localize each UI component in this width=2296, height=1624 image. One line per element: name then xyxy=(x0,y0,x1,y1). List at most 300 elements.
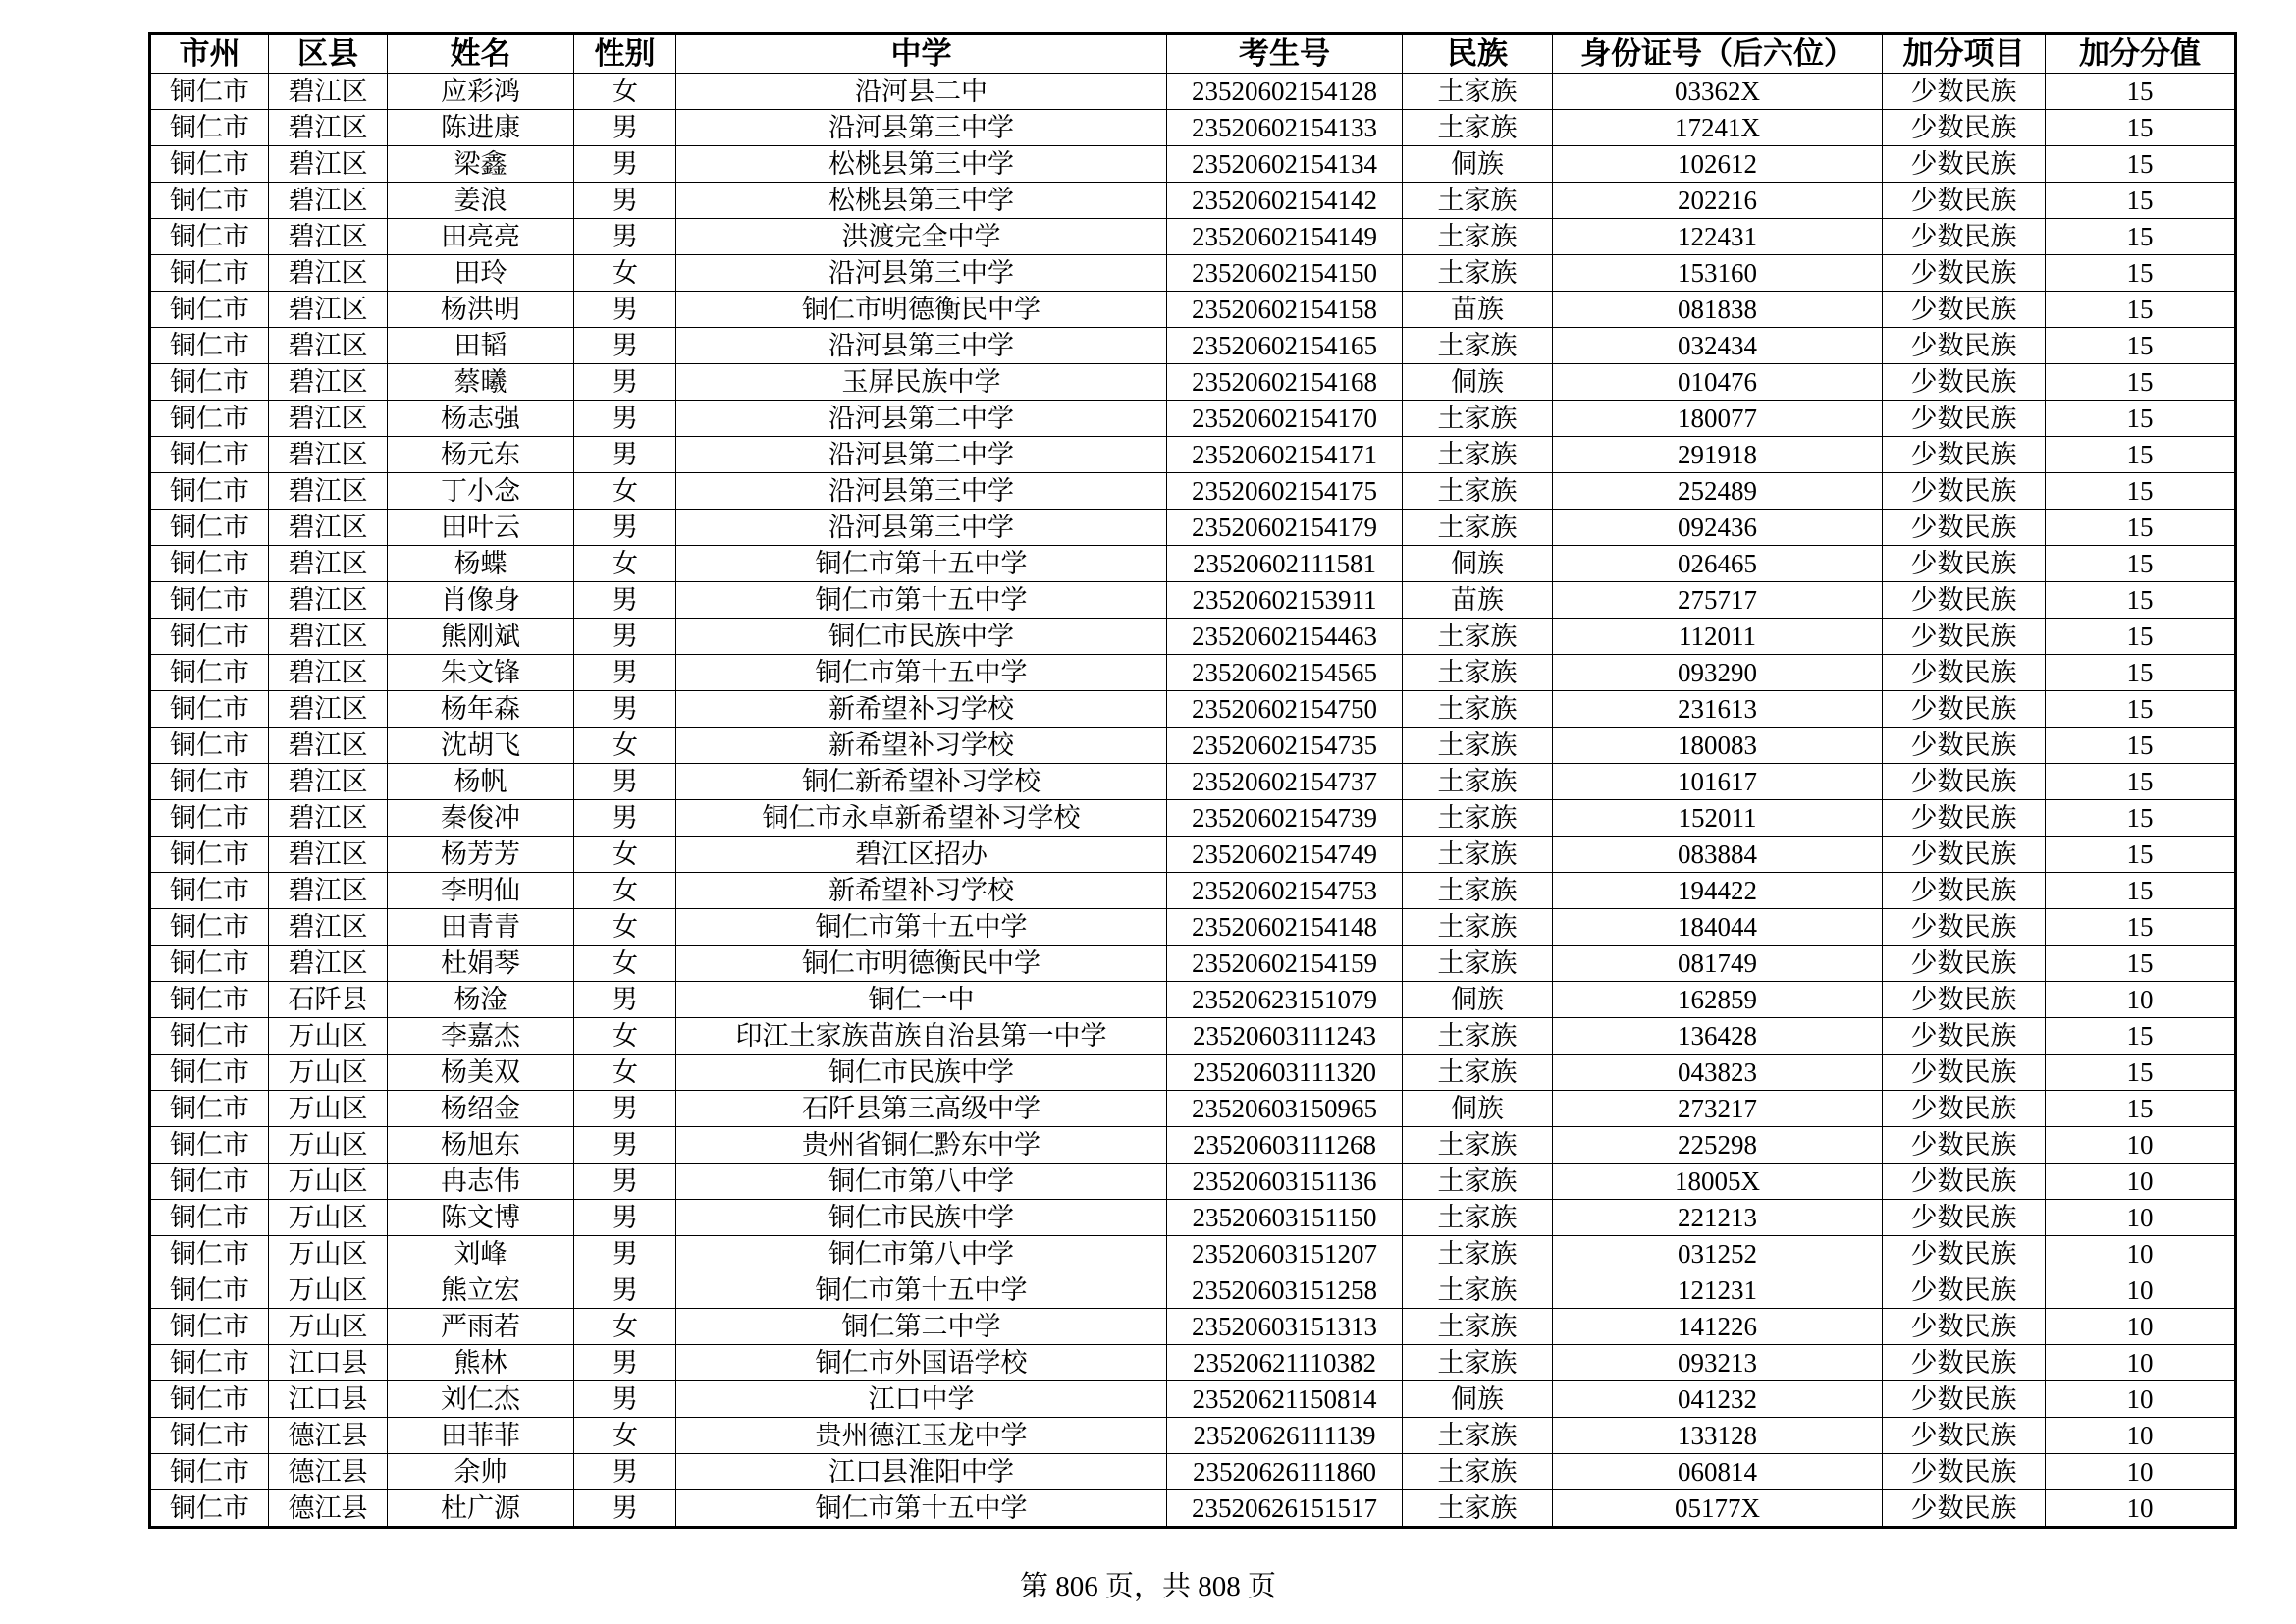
cell-bonus-score: 15 xyxy=(2046,691,2236,728)
cell-bonus-score: 15 xyxy=(2046,619,2236,655)
cell-gender: 男 xyxy=(574,619,676,655)
cell-name: 杨年森 xyxy=(388,691,574,728)
cell-exam-number: 23520621110382 xyxy=(1167,1345,1403,1381)
cell-ethnicity: 土家族 xyxy=(1403,1018,1553,1055)
cell-bonus-item: 少数民族 xyxy=(1883,1418,2046,1454)
cell-ethnicity: 土家族 xyxy=(1403,1490,1553,1528)
table-row xyxy=(150,110,2236,146)
cell-school: 沿河县第二中学 xyxy=(676,437,1167,473)
cell-city: 铜仁市 xyxy=(150,1272,269,1309)
cell-id-suffix: 162859 xyxy=(1553,982,1883,1018)
cell-bonus-item: 少数民族 xyxy=(1883,546,2046,582)
cell-exam-number: 23520626111139 xyxy=(1167,1418,1403,1454)
cell-bonus-item: 少数民族 xyxy=(1883,1345,2046,1381)
table-row xyxy=(150,146,2236,183)
cell-bonus-score: 15 xyxy=(2046,800,2236,837)
cell-bonus-score: 10 xyxy=(2046,1200,2236,1236)
cell-district: 碧江区 xyxy=(269,74,388,110)
cell-bonus-score: 15 xyxy=(2046,510,2236,546)
cell-school: 沿河县第三中学 xyxy=(676,328,1167,364)
cell-exam-number: 23520602111581 xyxy=(1167,546,1403,582)
cell-bonus-item: 少数民族 xyxy=(1883,1381,2046,1418)
column-header-school: 中学 xyxy=(676,34,1167,74)
cell-gender: 男 xyxy=(574,982,676,1018)
cell-gender: 男 xyxy=(574,292,676,328)
cell-gender: 女 xyxy=(574,1309,676,1345)
cell-gender: 男 xyxy=(574,582,676,619)
table-row xyxy=(150,909,2236,946)
cell-district: 万山区 xyxy=(269,1309,388,1345)
cell-district: 碧江区 xyxy=(269,800,388,837)
cell-id-suffix: 03362X xyxy=(1553,74,1883,110)
cell-exam-number: 23520603111268 xyxy=(1167,1127,1403,1164)
cell-district: 碧江区 xyxy=(269,728,388,764)
cell-school: 铜仁市第八中学 xyxy=(676,1236,1167,1272)
cell-district: 碧江区 xyxy=(269,146,388,183)
cell-name: 蔡曦 xyxy=(388,364,574,401)
cell-gender: 男 xyxy=(574,219,676,255)
cell-district: 碧江区 xyxy=(269,183,388,219)
cell-name: 严雨若 xyxy=(388,1309,574,1345)
table-row xyxy=(150,219,2236,255)
table-row xyxy=(150,691,2236,728)
cell-ethnicity: 土家族 xyxy=(1403,909,1553,946)
cell-district: 万山区 xyxy=(269,1164,388,1200)
cell-bonus-item: 少数民族 xyxy=(1883,837,2046,873)
cell-exam-number: 23520602154739 xyxy=(1167,800,1403,837)
cell-id-suffix: 102612 xyxy=(1553,146,1883,183)
cell-bonus-score: 15 xyxy=(2046,546,2236,582)
cell-district: 碧江区 xyxy=(269,364,388,401)
table-row xyxy=(150,764,2236,800)
cell-id-suffix: 121231 xyxy=(1553,1272,1883,1309)
cell-bonus-item: 少数民族 xyxy=(1883,1055,2046,1091)
cell-exam-number: 23520626151517 xyxy=(1167,1490,1403,1528)
cell-gender: 男 xyxy=(574,364,676,401)
cell-ethnicity: 土家族 xyxy=(1403,1055,1553,1091)
cell-bonus-item: 少数民族 xyxy=(1883,1091,2046,1127)
table-row xyxy=(150,328,2236,364)
cell-school: 新希望补习学校 xyxy=(676,873,1167,909)
cell-school: 沿河县二中 xyxy=(676,74,1167,110)
cell-school: 玉屏民族中学 xyxy=(676,364,1167,401)
cell-bonus-score: 15 xyxy=(2046,364,2236,401)
cell-district: 碧江区 xyxy=(269,510,388,546)
cell-ethnicity: 土家族 xyxy=(1403,74,1553,110)
cell-school: 铜仁市民族中学 xyxy=(676,1055,1167,1091)
cell-school: 贵州德江玉龙中学 xyxy=(676,1418,1167,1454)
cell-name: 熊刚斌 xyxy=(388,619,574,655)
cell-exam-number: 23520621150814 xyxy=(1167,1381,1403,1418)
cell-id-suffix: 081749 xyxy=(1553,946,1883,982)
cell-district: 碧江区 xyxy=(269,110,388,146)
cell-id-suffix: 112011 xyxy=(1553,619,1883,655)
table-row xyxy=(150,74,2236,110)
cell-city: 铜仁市 xyxy=(150,946,269,982)
cell-ethnicity: 土家族 xyxy=(1403,837,1553,873)
cell-bonus-score: 15 xyxy=(2046,255,2236,292)
cell-ethnicity: 土家族 xyxy=(1403,510,1553,546)
cell-name: 田亮亮 xyxy=(388,219,574,255)
cell-name: 朱文锋 xyxy=(388,655,574,691)
cell-city: 铜仁市 xyxy=(150,473,269,510)
cell-ethnicity: 土家族 xyxy=(1403,1272,1553,1309)
cell-exam-number: 23520602154753 xyxy=(1167,873,1403,909)
cell-id-suffix: 17241X xyxy=(1553,110,1883,146)
cell-district: 碧江区 xyxy=(269,292,388,328)
column-header-exam-number: 考生号 xyxy=(1167,34,1403,74)
cell-city: 铜仁市 xyxy=(150,1200,269,1236)
cell-name: 杨美双 xyxy=(388,1055,574,1091)
table-row xyxy=(150,1055,2236,1091)
table-row xyxy=(150,728,2236,764)
cell-bonus-item: 少数民族 xyxy=(1883,1272,2046,1309)
table-row xyxy=(150,946,2236,982)
cell-bonus-item: 少数民族 xyxy=(1883,946,2046,982)
cell-bonus-item: 少数民族 xyxy=(1883,74,2046,110)
cell-gender: 女 xyxy=(574,473,676,510)
cell-id-suffix: 194422 xyxy=(1553,873,1883,909)
cell-id-suffix: 221213 xyxy=(1553,1200,1883,1236)
cell-name: 田菲菲 xyxy=(388,1418,574,1454)
cell-bonus-item: 少数民族 xyxy=(1883,800,2046,837)
cell-gender: 男 xyxy=(574,1345,676,1381)
cell-school: 铜仁市明德衡民中学 xyxy=(676,292,1167,328)
cell-bonus-item: 少数民族 xyxy=(1883,873,2046,909)
cell-exam-number: 23520602154128 xyxy=(1167,74,1403,110)
cell-city: 铜仁市 xyxy=(150,582,269,619)
cell-district: 碧江区 xyxy=(269,946,388,982)
cell-exam-number: 23520602154134 xyxy=(1167,146,1403,183)
cell-ethnicity: 土家族 xyxy=(1403,219,1553,255)
table-row xyxy=(150,1164,2236,1200)
cell-school: 印江土家族苗族自治县第一中学 xyxy=(676,1018,1167,1055)
cell-name: 秦俊冲 xyxy=(388,800,574,837)
cell-bonus-score: 15 xyxy=(2046,1091,2236,1127)
cell-exam-number: 23520602154142 xyxy=(1167,183,1403,219)
table-row xyxy=(150,873,2236,909)
cell-city: 铜仁市 xyxy=(150,328,269,364)
cell-exam-number: 23520603151313 xyxy=(1167,1309,1403,1345)
cell-city: 铜仁市 xyxy=(150,1418,269,1454)
cell-name: 杨志强 xyxy=(388,401,574,437)
cell-bonus-score: 15 xyxy=(2046,655,2236,691)
cell-district: 万山区 xyxy=(269,1272,388,1309)
cell-gender: 女 xyxy=(574,909,676,946)
cell-bonus-score: 10 xyxy=(2046,1381,2236,1418)
cell-ethnicity: 土家族 xyxy=(1403,183,1553,219)
cell-gender: 女 xyxy=(574,837,676,873)
cell-city: 铜仁市 xyxy=(150,764,269,800)
cell-gender: 女 xyxy=(574,74,676,110)
cell-bonus-item: 少数民族 xyxy=(1883,619,2046,655)
cell-ethnicity: 土家族 xyxy=(1403,1418,1553,1454)
cell-exam-number: 23520602154463 xyxy=(1167,619,1403,655)
cell-bonus-item: 少数民族 xyxy=(1883,364,2046,401)
cell-ethnicity: 土家族 xyxy=(1403,1164,1553,1200)
cell-bonus-score: 15 xyxy=(2046,764,2236,800)
cell-city: 铜仁市 xyxy=(150,1018,269,1055)
cell-name: 熊立宏 xyxy=(388,1272,574,1309)
table-row xyxy=(150,619,2236,655)
table-row xyxy=(150,582,2236,619)
cell-ethnicity: 侗族 xyxy=(1403,1381,1553,1418)
cell-ethnicity: 土家族 xyxy=(1403,1345,1553,1381)
cell-bonus-item: 少数民族 xyxy=(1883,982,2046,1018)
cell-name: 李嘉杰 xyxy=(388,1018,574,1055)
table-row xyxy=(150,1200,2236,1236)
table-row xyxy=(150,546,2236,582)
cell-ethnicity: 苗族 xyxy=(1403,292,1553,328)
cell-bonus-score: 15 xyxy=(2046,183,2236,219)
cell-school: 铜仁新希望补习学校 xyxy=(676,764,1167,800)
cell-district: 碧江区 xyxy=(269,219,388,255)
cell-id-suffix: 180083 xyxy=(1553,728,1883,764)
cell-gender: 男 xyxy=(574,1127,676,1164)
cell-city: 铜仁市 xyxy=(150,1055,269,1091)
cell-id-suffix: 136428 xyxy=(1553,1018,1883,1055)
cell-exam-number: 23520603111243 xyxy=(1167,1018,1403,1055)
cell-name: 肖像身 xyxy=(388,582,574,619)
cell-city: 铜仁市 xyxy=(150,364,269,401)
cell-name: 田青青 xyxy=(388,909,574,946)
cell-id-suffix: 122431 xyxy=(1553,219,1883,255)
cell-bonus-score: 10 xyxy=(2046,1418,2236,1454)
cell-district: 碧江区 xyxy=(269,255,388,292)
table-row xyxy=(150,1272,2236,1309)
cell-bonus-item: 少数民族 xyxy=(1883,764,2046,800)
cell-ethnicity: 土家族 xyxy=(1403,619,1553,655)
cell-city: 铜仁市 xyxy=(150,255,269,292)
cell-school: 沿河县第三中学 xyxy=(676,255,1167,292)
cell-bonus-score: 15 xyxy=(2046,582,2236,619)
cell-bonus-score: 10 xyxy=(2046,1345,2236,1381)
cell-ethnicity: 土家族 xyxy=(1403,401,1553,437)
cell-exam-number: 23520603111320 xyxy=(1167,1055,1403,1091)
cell-name: 沈胡飞 xyxy=(388,728,574,764)
cell-district: 碧江区 xyxy=(269,473,388,510)
cell-exam-number: 23520603151136 xyxy=(1167,1164,1403,1200)
cell-name: 姜浪 xyxy=(388,183,574,219)
cell-exam-number: 23520602154749 xyxy=(1167,837,1403,873)
cell-city: 铜仁市 xyxy=(150,546,269,582)
cell-gender: 男 xyxy=(574,1490,676,1528)
table-row xyxy=(150,1418,2236,1454)
cell-city: 铜仁市 xyxy=(150,728,269,764)
cell-exam-number: 23520602154133 xyxy=(1167,110,1403,146)
cell-gender: 男 xyxy=(574,655,676,691)
cell-gender: 男 xyxy=(574,1381,676,1418)
cell-bonus-item: 少数民族 xyxy=(1883,1164,2046,1200)
cell-bonus-score: 15 xyxy=(2046,728,2236,764)
cell-school: 石阡县第三高级中学 xyxy=(676,1091,1167,1127)
cell-ethnicity: 土家族 xyxy=(1403,1454,1553,1490)
cell-name: 刘峰 xyxy=(388,1236,574,1272)
cell-bonus-item: 少数民族 xyxy=(1883,1309,2046,1345)
cell-bonus-score: 15 xyxy=(2046,946,2236,982)
cell-district: 碧江区 xyxy=(269,655,388,691)
page-footer: 第 806 页，共 808 页 xyxy=(1019,1571,1276,1602)
cell-city: 铜仁市 xyxy=(150,1490,269,1528)
cell-id-suffix: 231613 xyxy=(1553,691,1883,728)
cell-city: 铜仁市 xyxy=(150,982,269,1018)
cell-name: 陈文博 xyxy=(388,1200,574,1236)
cell-ethnicity: 侗族 xyxy=(1403,546,1553,582)
cell-district: 碧江区 xyxy=(269,764,388,800)
cell-bonus-item: 少数民族 xyxy=(1883,328,2046,364)
cell-school: 铜仁市外国语学校 xyxy=(676,1345,1167,1381)
cell-district: 德江县 xyxy=(269,1418,388,1454)
cell-city: 铜仁市 xyxy=(150,1091,269,1127)
cell-gender: 男 xyxy=(574,146,676,183)
cell-id-suffix: 18005X xyxy=(1553,1164,1883,1200)
cell-ethnicity: 侗族 xyxy=(1403,1091,1553,1127)
cell-gender: 女 xyxy=(574,1018,676,1055)
cell-ethnicity: 土家族 xyxy=(1403,328,1553,364)
cell-city: 铜仁市 xyxy=(150,873,269,909)
cell-ethnicity: 土家族 xyxy=(1403,691,1553,728)
cell-gender: 男 xyxy=(574,1236,676,1272)
cell-exam-number: 23520603151150 xyxy=(1167,1200,1403,1236)
cell-city: 铜仁市 xyxy=(150,401,269,437)
cell-city: 铜仁市 xyxy=(150,1236,269,1272)
cell-bonus-score: 15 xyxy=(2046,328,2236,364)
cell-bonus-score: 10 xyxy=(2046,1236,2236,1272)
cell-gender: 男 xyxy=(574,691,676,728)
cell-id-suffix: 225298 xyxy=(1553,1127,1883,1164)
cell-ethnicity: 土家族 xyxy=(1403,110,1553,146)
cell-ethnicity: 土家族 xyxy=(1403,873,1553,909)
cell-name: 杨芳芳 xyxy=(388,837,574,873)
cell-district: 德江县 xyxy=(269,1490,388,1528)
cell-name: 余帅 xyxy=(388,1454,574,1490)
cell-name: 杨洪明 xyxy=(388,292,574,328)
cell-exam-number: 23520602154735 xyxy=(1167,728,1403,764)
cell-name: 梁鑫 xyxy=(388,146,574,183)
cell-district: 万山区 xyxy=(269,1236,388,1272)
cell-name: 田玲 xyxy=(388,255,574,292)
cell-bonus-score: 15 xyxy=(2046,401,2236,437)
cell-id-suffix: 032434 xyxy=(1553,328,1883,364)
cell-school: 松桃县第三中学 xyxy=(676,183,1167,219)
cell-name: 杨绍金 xyxy=(388,1091,574,1127)
cell-gender: 女 xyxy=(574,873,676,909)
cell-name: 熊林 xyxy=(388,1345,574,1381)
cell-exam-number: 23520602154737 xyxy=(1167,764,1403,800)
cell-bonus-score: 15 xyxy=(2046,110,2236,146)
cell-id-suffix: 010476 xyxy=(1553,364,1883,401)
cell-bonus-item: 少数民族 xyxy=(1883,219,2046,255)
cell-exam-number: 23520602154159 xyxy=(1167,946,1403,982)
cell-exam-number: 23520626111860 xyxy=(1167,1454,1403,1490)
cell-bonus-score: 10 xyxy=(2046,982,2236,1018)
cell-gender: 男 xyxy=(574,183,676,219)
cell-ethnicity: 侗族 xyxy=(1403,982,1553,1018)
cell-name: 应彩鸿 xyxy=(388,74,574,110)
cell-id-suffix: 083884 xyxy=(1553,837,1883,873)
cell-ethnicity: 土家族 xyxy=(1403,800,1553,837)
cell-name: 杜广源 xyxy=(388,1490,574,1528)
cell-school: 江口县淮阳中学 xyxy=(676,1454,1167,1490)
cell-city: 铜仁市 xyxy=(150,691,269,728)
table-row xyxy=(150,1091,2236,1127)
cell-school: 铜仁一中 xyxy=(676,982,1167,1018)
cell-school: 铜仁市第十五中学 xyxy=(676,909,1167,946)
cell-id-suffix: 202216 xyxy=(1553,183,1883,219)
cell-bonus-item: 少数民族 xyxy=(1883,292,2046,328)
cell-school: 铜仁市永卓新希望补习学校 xyxy=(676,800,1167,837)
cell-id-suffix: 180077 xyxy=(1553,401,1883,437)
cell-id-suffix: 101617 xyxy=(1553,764,1883,800)
cell-exam-number: 23520602154565 xyxy=(1167,655,1403,691)
cell-bonus-item: 少数民族 xyxy=(1883,437,2046,473)
cell-id-suffix: 043823 xyxy=(1553,1055,1883,1091)
cell-school: 铜仁市第十五中学 xyxy=(676,546,1167,582)
cell-city: 铜仁市 xyxy=(150,1454,269,1490)
column-header-ethnicity: 民族 xyxy=(1403,34,1553,74)
cell-ethnicity: 土家族 xyxy=(1403,437,1553,473)
cell-bonus-item: 少数民族 xyxy=(1883,473,2046,510)
cell-id-suffix: 093213 xyxy=(1553,1345,1883,1381)
cell-school: 铜仁市民族中学 xyxy=(676,1200,1167,1236)
cell-gender: 男 xyxy=(574,110,676,146)
cell-city: 铜仁市 xyxy=(150,219,269,255)
cell-city: 铜仁市 xyxy=(150,800,269,837)
cell-exam-number: 23520602154158 xyxy=(1167,292,1403,328)
cell-id-suffix: 141226 xyxy=(1553,1309,1883,1345)
cell-bonus-item: 少数民族 xyxy=(1883,510,2046,546)
cell-id-suffix: 275717 xyxy=(1553,582,1883,619)
cell-gender: 男 xyxy=(574,1272,676,1309)
cell-school: 铜仁市第十五中学 xyxy=(676,1272,1167,1309)
cell-city: 铜仁市 xyxy=(150,292,269,328)
cell-school: 铜仁市民族中学 xyxy=(676,619,1167,655)
cell-district: 碧江区 xyxy=(269,437,388,473)
cell-school: 铜仁市第十五中学 xyxy=(676,655,1167,691)
cell-gender: 女 xyxy=(574,1055,676,1091)
cell-bonus-item: 少数民族 xyxy=(1883,1127,2046,1164)
cell-exam-number: 23520602154150 xyxy=(1167,255,1403,292)
cell-gender: 女 xyxy=(574,728,676,764)
cell-city: 铜仁市 xyxy=(150,837,269,873)
cell-city: 铜仁市 xyxy=(150,183,269,219)
cell-gender: 男 xyxy=(574,1200,676,1236)
table-row xyxy=(150,837,2236,873)
cell-city: 铜仁市 xyxy=(150,110,269,146)
table-row xyxy=(150,1490,2236,1528)
column-header-district: 区县 xyxy=(269,34,388,74)
table-row xyxy=(150,437,2236,473)
cell-city: 铜仁市 xyxy=(150,146,269,183)
cell-gender: 男 xyxy=(574,510,676,546)
cell-school: 贵州省铜仁黔东中学 xyxy=(676,1127,1167,1164)
cell-bonus-score: 15 xyxy=(2046,909,2236,946)
cell-bonus-item: 少数民族 xyxy=(1883,1454,2046,1490)
cell-id-suffix: 041232 xyxy=(1553,1381,1883,1418)
cell-gender: 女 xyxy=(574,255,676,292)
cell-ethnicity: 侗族 xyxy=(1403,364,1553,401)
column-header-id-suffix: 身份证号（后六位） xyxy=(1553,34,1883,74)
cell-ethnicity: 土家族 xyxy=(1403,655,1553,691)
cell-id-suffix: 026465 xyxy=(1553,546,1883,582)
cell-exam-number: 23520602153911 xyxy=(1167,582,1403,619)
cell-district: 万山区 xyxy=(269,1127,388,1164)
column-header-bonus-item: 加分项目 xyxy=(1883,34,2046,74)
cell-bonus-item: 少数民族 xyxy=(1883,909,2046,946)
table-row xyxy=(150,1345,2236,1381)
cell-gender: 女 xyxy=(574,1418,676,1454)
cell-bonus-score: 15 xyxy=(2046,873,2236,909)
